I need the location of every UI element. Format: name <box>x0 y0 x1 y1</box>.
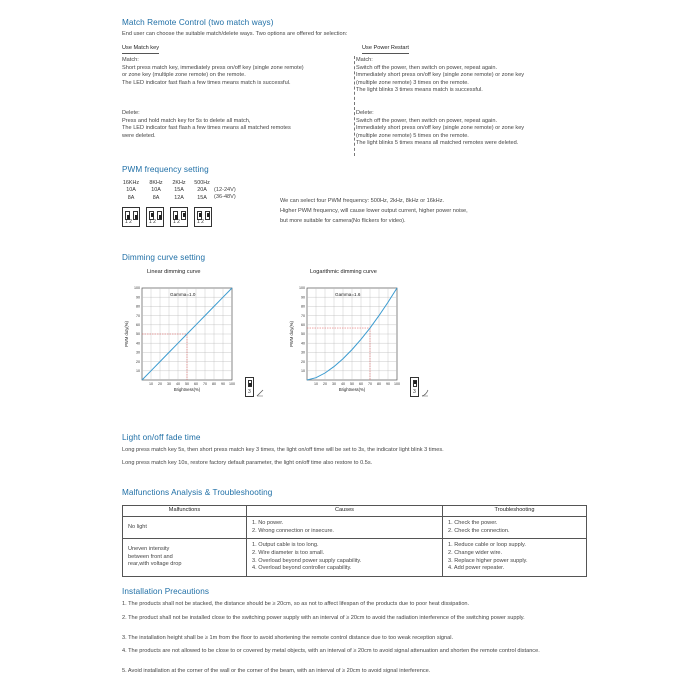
dip-switch <box>170 207 188 227</box>
y-tick-label: 80 <box>136 304 140 309</box>
y-tick-label: 90 <box>301 295 305 300</box>
cell-line: 4. Add power repeater. <box>448 565 505 572</box>
y-tick-label: 100 <box>134 286 140 291</box>
pwm-current-12-24: 10A <box>151 187 161 194</box>
pwm-freq: 8KHz <box>149 180 163 186</box>
cell-line: 4. Overload beyond controller capability. <box>252 565 352 572</box>
cell-line: 3. Overload beyond power supply capability. <box>252 557 362 564</box>
x-tick-label: 100 <box>394 382 400 386</box>
switch-number: 3 <box>248 389 251 396</box>
y-tick-label: 100 <box>299 286 305 291</box>
right-delete-block <box>356 110 524 148</box>
column-header: Causes <box>247 506 443 517</box>
text-line: but more suitable for camera(No flickers for video). <box>280 217 406 224</box>
y-tick-label: 60 <box>136 323 140 327</box>
x-tick-label: 50 <box>185 382 189 386</box>
fade-line-1: Long press match key 5s, then short press match key 3 times, the light on/off time will be set to 3s, the indicator light blink 3 times. <box>122 447 444 453</box>
section-title-dimming: Dimming curve setting <box>122 253 206 262</box>
pwm-freq: 16KHz <box>122 180 140 186</box>
y-tick-label: 50 <box>136 332 140 337</box>
text-line: (multiple zone remote) 3 times on the remote. <box>356 79 469 86</box>
cell-line: 2. Wire diameter is too small. <box>252 549 325 556</box>
y-tick-label: 20 <box>301 359 305 364</box>
x-tick-label: 30 <box>167 382 171 386</box>
x-tick-label: 80 <box>377 382 381 386</box>
y-tick-label: 20 <box>136 359 140 364</box>
y-tick-label: 30 <box>301 350 305 355</box>
pwm-description <box>280 197 468 226</box>
left-delete-block <box>122 110 291 140</box>
dip-switch <box>194 207 212 227</box>
cell-line: between front and <box>128 553 173 560</box>
dip-numbers: 1 2 <box>197 219 204 226</box>
text-line: (multiple zone remote) 5 times on the remote. <box>356 132 469 139</box>
fixes-cell <box>443 517 587 539</box>
text-line: Switch off the power, then switch on power, repeat again. <box>356 64 498 71</box>
causes-cell <box>247 517 443 539</box>
y-tick-label: 40 <box>136 341 140 346</box>
section-title-pwm: PWM frequency setting <box>122 165 209 174</box>
text-line: The light blinks 5 times means all matched remotes were deleted. <box>356 140 519 147</box>
linear-chart-title: Linear dimming curve <box>147 269 201 275</box>
x-tick-label: 80 <box>212 382 216 386</box>
text-line: We can select four PWM frequency: 500Hz, 2kHz, 8kHz or 16kHz. <box>280 198 445 204</box>
y-tick-label: 50 <box>301 332 305 337</box>
installation-item: 2. The product shall not be installed close to the switching power supply with an interval of ≥ 20cm to avoid the radiation interference of the switching power supply. <box>122 615 525 621</box>
pwm-current-12-24: 20A <box>197 187 207 194</box>
left-match-block <box>122 57 304 87</box>
x-tick-label: 90 <box>221 382 225 386</box>
x-tick-label: 10 <box>314 382 318 386</box>
pwm-voltage-2: (36-48V) <box>214 194 236 200</box>
linear-dimming-chart <box>122 278 242 398</box>
cell-line: Uneven intensity <box>128 546 170 553</box>
cell-line: 1. No power. <box>252 519 284 526</box>
pwm-current-36-48: 8A <box>127 194 135 201</box>
dip-numbers: 1 2 <box>149 219 156 226</box>
table-row <box>123 539 587 577</box>
column-header: Malfunctions <box>123 506 247 517</box>
y-tick-label: 60 <box>301 323 305 327</box>
x-tick-label: 70 <box>368 382 372 386</box>
pwm-option <box>120 180 142 202</box>
log-chart-title: Logarithmic dimming curve <box>310 269 377 275</box>
text-line: Switch off the power, then switch on power, repeat again. <box>356 117 498 124</box>
switch-number: 3 <box>413 389 416 396</box>
pwm-current-36-48: 15A <box>197 194 207 201</box>
x-tick-label: 60 <box>359 382 363 386</box>
x-tick-label: 100 <box>229 382 235 386</box>
cell-line: 2. Change wider wire. <box>448 549 503 556</box>
text-line: Immediately short press on/off key (single zone remote) or zone key <box>356 125 525 132</box>
pwm-option <box>168 180 190 202</box>
cell-line: 1. Reduce cable or loop supply. <box>448 542 526 549</box>
pwm-freq: 500Hz <box>194 180 210 186</box>
dimming-switch-log <box>410 377 419 397</box>
pwm-current-36-48: 12A <box>174 194 184 201</box>
x-tick-label: 20 <box>158 382 162 386</box>
installation-item: 5. Avoid installation at the corner of the wall or the corner of the beam, with an interval of ≥ 20cm to avoid signal interference. <box>122 668 431 674</box>
cell-line: No light <box>128 523 147 530</box>
column-divider <box>354 56 355 156</box>
column-header: Troubleshooting <box>443 506 587 517</box>
left-heading: Use Match key <box>122 45 159 54</box>
text-line: or zone key (multiple zone remote) on the remote. <box>122 72 246 79</box>
cell-line: 3. Replace higher power supply. <box>448 557 528 564</box>
fade-line-2: Long press match key 10s, restore factory default parameter, the light on/off time also restore to 0.5s. <box>122 460 373 466</box>
dimming-switch-linear <box>245 377 254 397</box>
x-tick-label: 40 <box>176 382 180 386</box>
pwm-option <box>191 180 213 202</box>
dip-numbers: 1 2 <box>173 219 180 226</box>
dip-switch <box>146 207 164 227</box>
y-tick-label: 80 <box>301 304 305 309</box>
left-delete-label: Delete: <box>122 110 140 116</box>
x-axis-label: Brightness(%) <box>338 387 366 392</box>
text-line: Press and hold match key for 5s to delete all match, <box>122 117 251 124</box>
y-axis-label: PWM duty(%) <box>289 321 294 347</box>
x-tick-label: 70 <box>203 382 207 386</box>
gamma-label: Gamma=1.6 <box>335 292 361 297</box>
text-line: Short press match key, immediately press on/off key (single zone remote) <box>122 64 304 71</box>
installation-item: 4. The products are not allowed to be close to or covered by metal objects, with an interval of ≥ 20cm to avoid signal attenuation and shorten the remote control distance. <box>122 648 540 654</box>
right-delete-label: Delete: <box>356 110 374 116</box>
section-title-match: Match Remote Control (two match ways) <box>122 18 274 27</box>
left-match-label: Match: <box>122 57 139 63</box>
installation-item: 1. The products shall not be stacked, the distance should be ≥ 20cm, so as not to affect lifespan of the products due to poor heat dissipation. <box>122 601 470 607</box>
installation-item: 3. The installation height shall be ≥ 1m from the floor to avoid shortening the remote control distance due to too weak reception signal. <box>122 635 454 641</box>
table-header-row <box>123 506 587 517</box>
cell-line: rear,with voltage drop <box>128 561 182 568</box>
x-tick-label: 60 <box>194 382 198 386</box>
log-dimming-chart <box>287 278 407 398</box>
cell-line: 2. Check the connection. <box>448 527 510 534</box>
dip-numbers: 1 2 <box>125 219 132 226</box>
y-tick-label: 10 <box>136 369 140 373</box>
y-tick-label: 10 <box>301 369 305 373</box>
x-tick-label: 20 <box>323 382 327 386</box>
cell-line: 1. Check the power. <box>448 519 498 526</box>
y-axis-label: PWM duty(%) <box>124 321 129 347</box>
x-tick-label: 30 <box>332 382 336 386</box>
text-line: The LED indicator fast flash a few times means match is successful. <box>122 79 291 86</box>
y-tick-label: 40 <box>301 341 305 346</box>
causes-cell <box>247 539 443 577</box>
text-line: The light blinks 3 times means match is successful. <box>356 87 483 94</box>
malfunction-cell <box>123 539 247 577</box>
pwm-current-36-48: 8A <box>152 194 160 201</box>
cell-line: 1. Output cable is too long. <box>252 542 319 549</box>
match-intro: End user can choose the suitable match/delete ways. Two options are offered for selection: <box>122 31 348 37</box>
pwm-current-12-24: 10A <box>126 187 136 194</box>
x-tick-label: 40 <box>341 382 345 386</box>
text-line: The LED indicator fast flash a few times means all matched remotes <box>122 125 291 132</box>
x-tick-label: 90 <box>386 382 390 386</box>
pwm-freq: 2KHz <box>172 180 186 186</box>
pwm-voltage-1: (12-24V) <box>214 187 236 193</box>
gamma-label: Gamma=1.0 <box>170 292 196 297</box>
cell-line: 2. Wrong connection or insecure. <box>252 527 334 534</box>
linear-curve-icon <box>256 389 264 397</box>
x-tick-label: 10 <box>149 382 153 386</box>
section-title-installation: Installation Precautions <box>122 587 210 596</box>
y-tick-label: 70 <box>301 313 305 318</box>
text-line: Higher PWM frequency, will cause lower output current, higher power noise, <box>280 207 468 214</box>
table-row <box>123 517 587 539</box>
right-heading: Use Power Restart <box>362 45 409 54</box>
x-axis-label: Brightness(%) <box>173 387 201 392</box>
y-tick-label: 30 <box>136 350 140 355</box>
y-tick-label: 90 <box>136 295 140 300</box>
text-line: Immediately short press on/off key (single zone remote) or zone key <box>356 72 525 79</box>
pwm-option <box>145 180 167 202</box>
x-tick-label: 50 <box>350 382 354 386</box>
fixes-cell <box>443 539 587 577</box>
section-title-fade: Light on/off fade time <box>122 433 201 442</box>
troubleshooting-table <box>122 505 587 577</box>
log-curve-icon <box>421 389 429 397</box>
text-line: were deleted. <box>122 132 156 139</box>
right-match-label: Match: <box>356 57 373 63</box>
pwm-current-12-24: 15A <box>174 187 184 194</box>
dip-switch <box>122 207 140 227</box>
malfunction-cell <box>123 517 247 539</box>
section-title-malfunctions: Malfunctions Analysis & Troubleshooting <box>122 488 273 497</box>
right-match-block <box>356 57 524 95</box>
y-tick-label: 70 <box>136 313 140 318</box>
